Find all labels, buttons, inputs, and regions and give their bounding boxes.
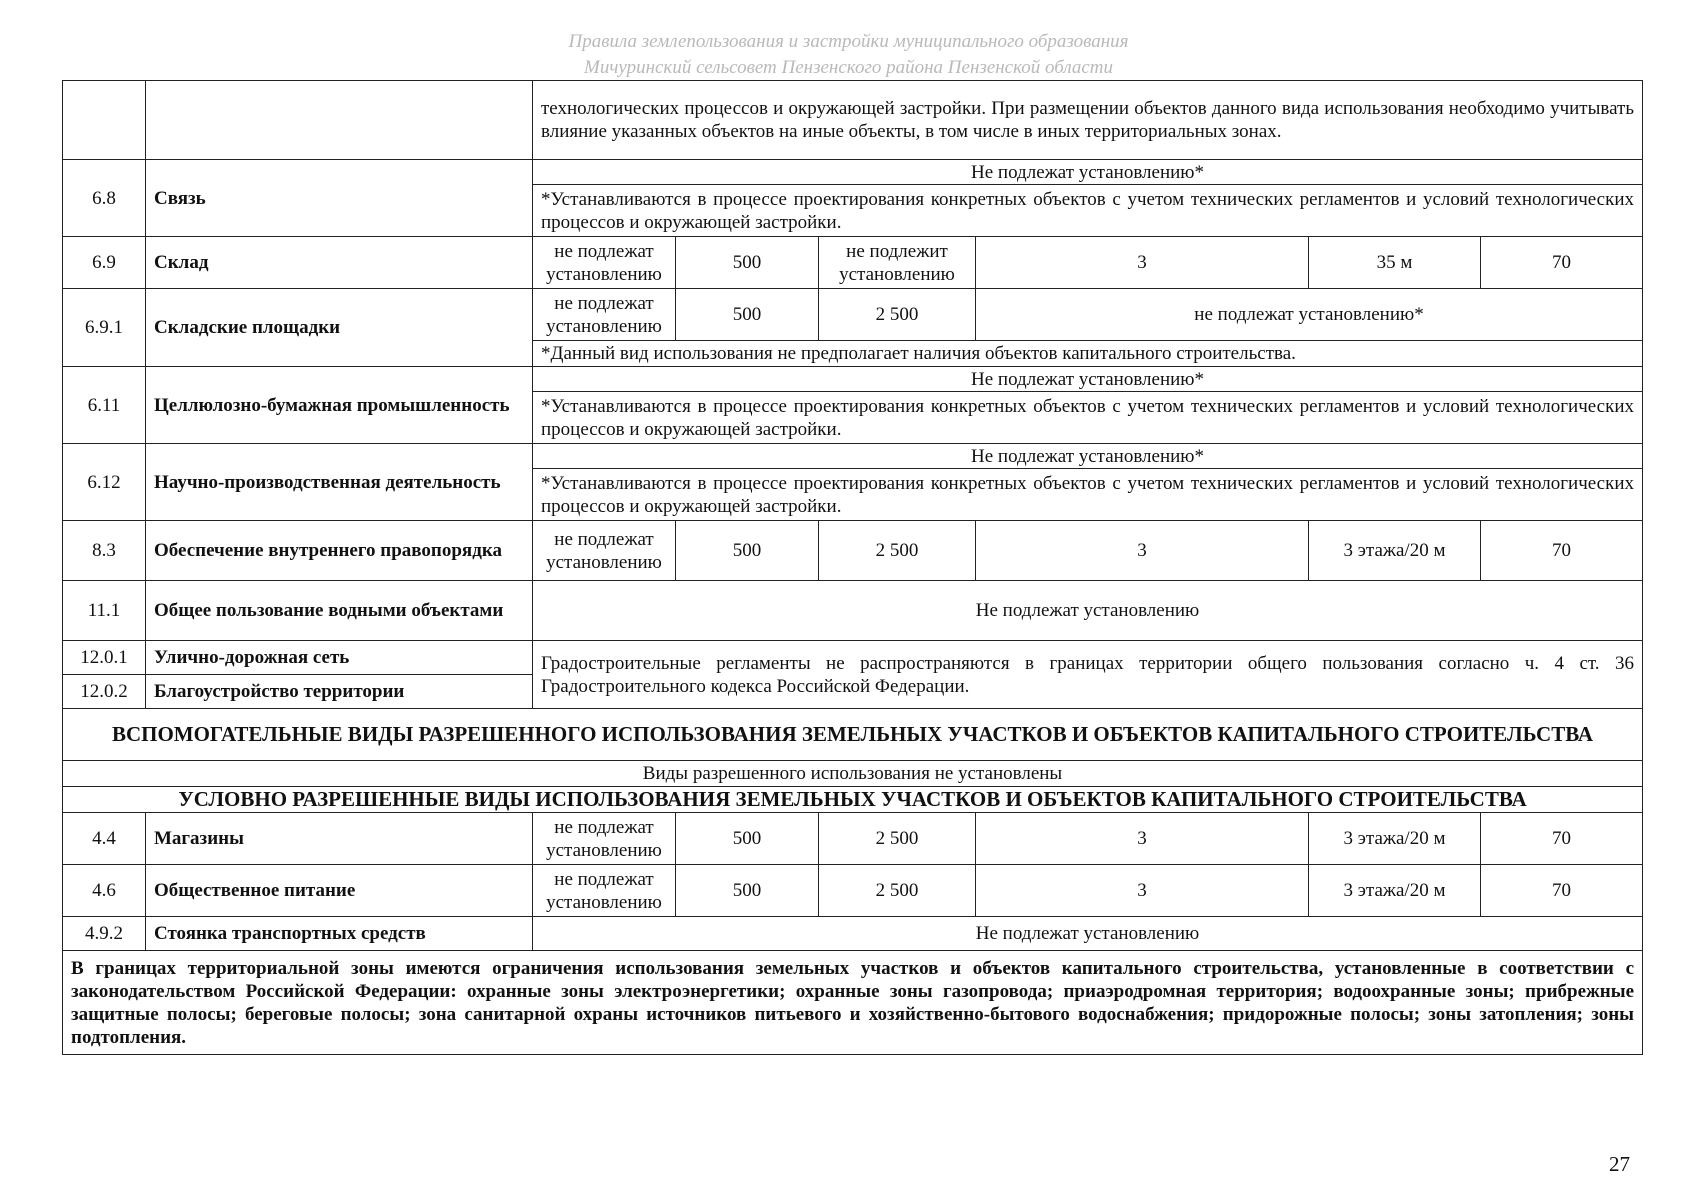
- coverage-cell: 70: [1481, 865, 1643, 917]
- section-title-auxiliary: ВСПОМОГАТЕЛЬНЫЕ ВИДЫ РАЗРЕШЕННОГО ИСПОЛЬЗОВАНИЯ ЗЕМЕЛЬНЫХ УЧАСТКОВ И ОБЪЕКТОВ КАПИТАЛЬНОГО СТРОИТЕЛЬСТВА: [63, 709, 1643, 761]
- note-text: *Устанавливаются в процессе проектирования конкретных объектов с учетом технических регламентов и условий технологических процессов и окружающей застройки.: [533, 392, 1643, 444]
- code-cell: 12.0.2: [63, 675, 146, 709]
- indent-cell: 3: [976, 813, 1309, 865]
- table-row: [63, 865, 1643, 917]
- coverage-cell: 70: [1481, 521, 1643, 581]
- min-width-cell: не подлежат установлению: [533, 521, 676, 581]
- table-row: [63, 641, 1643, 675]
- running-header-line2: Мичуринский сельсовет Пензенского района Пензенской области: [584, 57, 1113, 78]
- min-area-cell: 500: [676, 237, 819, 289]
- min-area-cell: 500: [676, 865, 819, 917]
- coverage-cell: 70: [1481, 237, 1643, 289]
- max-area-cell: 2 500: [819, 865, 976, 917]
- indent-cell: 3: [976, 521, 1309, 581]
- page-number: 27: [1609, 1152, 1630, 1176]
- params-text: Не подлежат установлению: [533, 917, 1643, 951]
- section-text-auxiliary: Виды разрешенного использования не установлены: [63, 761, 1643, 787]
- continuation-text: технологических процессов и окружающей застройки. При размещении объектов данного вида использования необходимо учитывать влияние указанных объектов на иные объекты, в том числе в иных территориальных зонах.: [533, 81, 1643, 160]
- code-cell: 6.11: [63, 367, 146, 444]
- name-cell: Общее пользование водными объектами: [146, 581, 533, 641]
- code-cell: 4.6: [63, 865, 146, 917]
- min-width-cell: не подлежат установлению: [533, 237, 676, 289]
- name-cell: Связь: [146, 160, 533, 237]
- coverage-cell: 70: [1481, 813, 1643, 865]
- restrictions-row: [63, 951, 1643, 1055]
- min-area-cell: 500: [676, 289, 819, 341]
- name-cell: Общественное питание: [146, 865, 533, 917]
- height-cell: 3 этажа/20 м: [1309, 813, 1481, 865]
- table-row: [63, 81, 1643, 160]
- indent-cell: 3: [976, 237, 1309, 289]
- code-cell: 6.12: [63, 444, 146, 521]
- table-row: [63, 917, 1643, 951]
- min-width-cell: не подлежат установлению: [533, 813, 676, 865]
- section-header-row: [63, 787, 1643, 813]
- max-area-cell: 2 500: [819, 521, 976, 581]
- table-row: [63, 160, 1643, 185]
- name-cell: Благоустройство территории: [146, 675, 533, 709]
- code-cell: 4.4: [63, 813, 146, 865]
- note-text: *Устанавливаются в процессе проектирования конкретных объектов с учетом технических регламентов и условий технологических процессов и окружающей застройки.: [533, 469, 1643, 521]
- params-text: Градостроительные регламенты не распространяются в границах территории общего пользования согласно ч. 4 ст. 36 Градостроительного кодекса Российской Федерации.: [533, 641, 1643, 709]
- code-cell: 4.9.2: [63, 917, 146, 951]
- note-text: *Данный вид использования не предполагает наличия объектов капитального строительства.: [533, 341, 1643, 367]
- min-width-cell: не подлежат установлению: [533, 289, 676, 341]
- table-row: [63, 813, 1643, 865]
- name-cell: Магазины: [146, 813, 533, 865]
- params-text: Не подлежат установлению*: [533, 367, 1643, 392]
- height-cell: 3 этажа/20 м: [1309, 865, 1481, 917]
- max-area-cell: не подлежит установлению: [819, 237, 976, 289]
- name-cell: Целлюлозно-бумажная промышленность: [146, 367, 533, 444]
- restrictions-note: В границах территориальной зоны имеются ограничения использования земельных участков и объектов капитального строительства, установленные в соответствии с законодательством Российской Федерации: охранные зоны электроэнергетики; охранные зоны газопровода; приаэродромная территория; водоохранные зоны; прибрежные защитные полосы; береговые полосы; зона санитарной охраны источников питьевого и хозяйственно-бытового водоснабжения; придорожные полосы; зоны затопления; зоны подтопления.: [63, 951, 1643, 1055]
- table-row: [63, 761, 1643, 787]
- table-row: [63, 444, 1643, 469]
- indent-cell: 3: [976, 865, 1309, 917]
- code-cell: 12.0.1: [63, 641, 146, 675]
- note-text: *Устанавливаются в процессе проектирования конкретных объектов с учетом технических регламентов и условий технологических процессов и окружающей застройки.: [533, 185, 1643, 237]
- table-row: [63, 289, 1643, 341]
- max-area-cell: 2 500: [819, 813, 976, 865]
- params-text: Не подлежат установлению*: [533, 160, 1643, 185]
- min-area-cell: 500: [676, 813, 819, 865]
- name-cell: [146, 81, 533, 160]
- table-row: [63, 237, 1643, 289]
- running-header-line1: Правила землепользования и застройки муниципального образования: [568, 31, 1129, 52]
- name-cell: Стоянка транспортных средств: [146, 917, 533, 951]
- code-cell: 6.9: [63, 237, 146, 289]
- code-cell: 6.9.1: [63, 289, 146, 367]
- min-width-cell: не подлежат установлению: [533, 865, 676, 917]
- name-cell: Улично-дорожная сеть: [146, 641, 533, 675]
- name-cell: Научно-производственная деятельность: [146, 444, 533, 521]
- params-text: не подлежат установлению*: [976, 289, 1643, 341]
- params-text: Не подлежат установлению: [533, 581, 1643, 641]
- height-cell: 35 м: [1309, 237, 1481, 289]
- max-area-cell: 2 500: [819, 289, 976, 341]
- name-cell: Обеспечение внутреннего правопорядка: [146, 521, 533, 581]
- code-cell: 11.1: [63, 581, 146, 641]
- min-area-cell: 500: [676, 521, 819, 581]
- code-cell: 6.8: [63, 160, 146, 237]
- section-header-row: [63, 709, 1643, 761]
- table-row: [63, 367, 1643, 392]
- section-title-conditional: УСЛОВНО РАЗРЕШЕННЫЕ ВИДЫ ИСПОЛЬЗОВАНИЯ ЗЕМЕЛЬНЫХ УЧАСТКОВ И ОБЪЕКТОВ КАПИТАЛЬНОГО СТРОИТЕЛЬСТВА: [63, 787, 1643, 813]
- name-cell: Складские площадки: [146, 289, 533, 367]
- code-cell: 8.3: [63, 521, 146, 581]
- regulations-table: [62, 80, 1643, 1055]
- code-cell: [63, 81, 146, 160]
- name-cell: Склад: [146, 237, 533, 289]
- table-row: [63, 521, 1643, 581]
- table-row: [63, 581, 1643, 641]
- height-cell: 3 этажа/20 м: [1309, 521, 1481, 581]
- params-text: Не подлежат установлению*: [533, 444, 1643, 469]
